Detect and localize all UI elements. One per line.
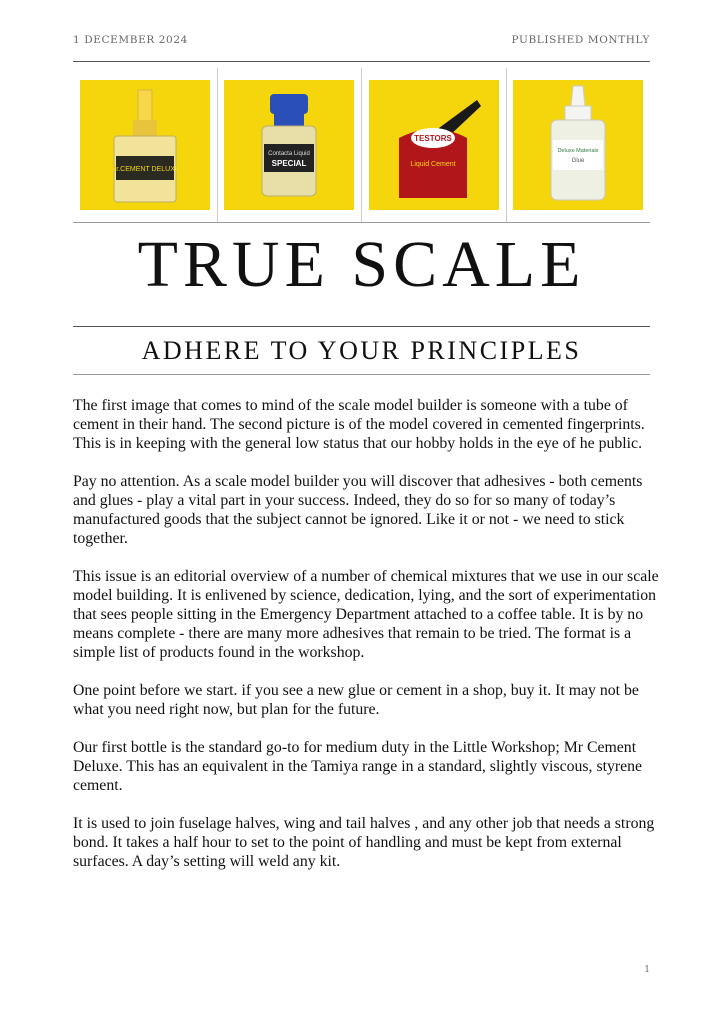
contacta-label-special: SPECIAL	[271, 159, 307, 168]
testors-bottle-image	[369, 80, 499, 210]
mr-cement-label-text: Mr.CEMENT DELUXE	[110, 166, 180, 173]
photo-cell-1	[73, 68, 218, 222]
photo-contacta-special	[224, 80, 354, 210]
header-rule	[73, 61, 650, 62]
paragraph-6: It is used to join fuselage halves, wing and tail halves , and any other job that needs a strong bond. It takes a half hour to set to the point of handling and must be kept from external surfaces. A day’s setting will weld any kit.	[73, 815, 655, 870]
photo-mr-cement-deluxe	[80, 80, 210, 210]
page-number: 1	[644, 965, 650, 975]
product-photo-strip	[73, 68, 650, 222]
photo-deluxe-glue	[513, 80, 643, 210]
photo-cell-2	[218, 68, 363, 222]
title-rule	[73, 326, 650, 327]
photo-cell-3	[362, 68, 507, 222]
paragraph-5: Our first bottle is the standard go-to for medium duty in the Little Workshop; Mr Cement Deluxe. This has an equivalent in the Tamiya range in a standard, slightly viscous, styrene cement.	[73, 739, 643, 794]
headline-rule	[73, 374, 650, 375]
testors-label-text: Liquid Cement	[410, 161, 456, 168]
photo-strip-rule	[73, 222, 650, 223]
publication-frequency: PUBLISHED MONTHLY	[511, 34, 650, 46]
paragraph-2: Pay no attention. As a scale model builder you will discover that adhesives - both cements and glues - play a vital part in your success. Indeed, they do so for so many of today’s manufactured goods that the subject cannot be ignored. Like it or not - we need to stick together.	[73, 473, 643, 547]
deluxe-glue-bottle-image	[513, 80, 643, 210]
page-header	[73, 34, 650, 46]
article-body	[73, 396, 663, 890]
mr-cement-bottle-image	[80, 80, 210, 210]
article-headline: ADHERE TO YOUR PRINCIPLES	[141, 336, 582, 365]
issue-date: 1 DECEMBER 2024	[73, 34, 188, 46]
contacta-bottle-image	[224, 80, 354, 210]
deluxe-label-text: Glue	[571, 158, 585, 164]
photo-cell-4	[507, 68, 651, 222]
testors-brand-text: TESTORS	[413, 134, 452, 143]
contacta-label-text: Contacta Liquid	[268, 151, 311, 157]
paragraph-4: One point before we start. if you see a new glue or cement in a shop, buy it. It may not be what you need right now, but plan for the future.	[73, 682, 639, 718]
deluxe-label-brand: Deluxe Materials	[557, 148, 599, 154]
photo-testors-liquid-cement	[369, 80, 499, 210]
paragraph-3: This issue is an editorial overview of a number of chemical mixtures that we use in our scale model building. It is enlivened by science, dedication, lying, and the sort of experimentation that sees people sitting in the Emergency Department attached to a coffee table. It is by no means complete - there are many more adhesives that remain to be tried. The format is a simple list of products found in the workshop.	[73, 568, 659, 661]
masthead-title: TRUE SCALE	[137, 228, 586, 301]
paragraph-1: The first image that comes to mind of the scale model builder is someone with a tube of cement in their hand. The second picture is of the model covered in cemented fingerprints. This is in keeping with the general low status that our hobby holds in the eye of he public.	[73, 397, 645, 452]
